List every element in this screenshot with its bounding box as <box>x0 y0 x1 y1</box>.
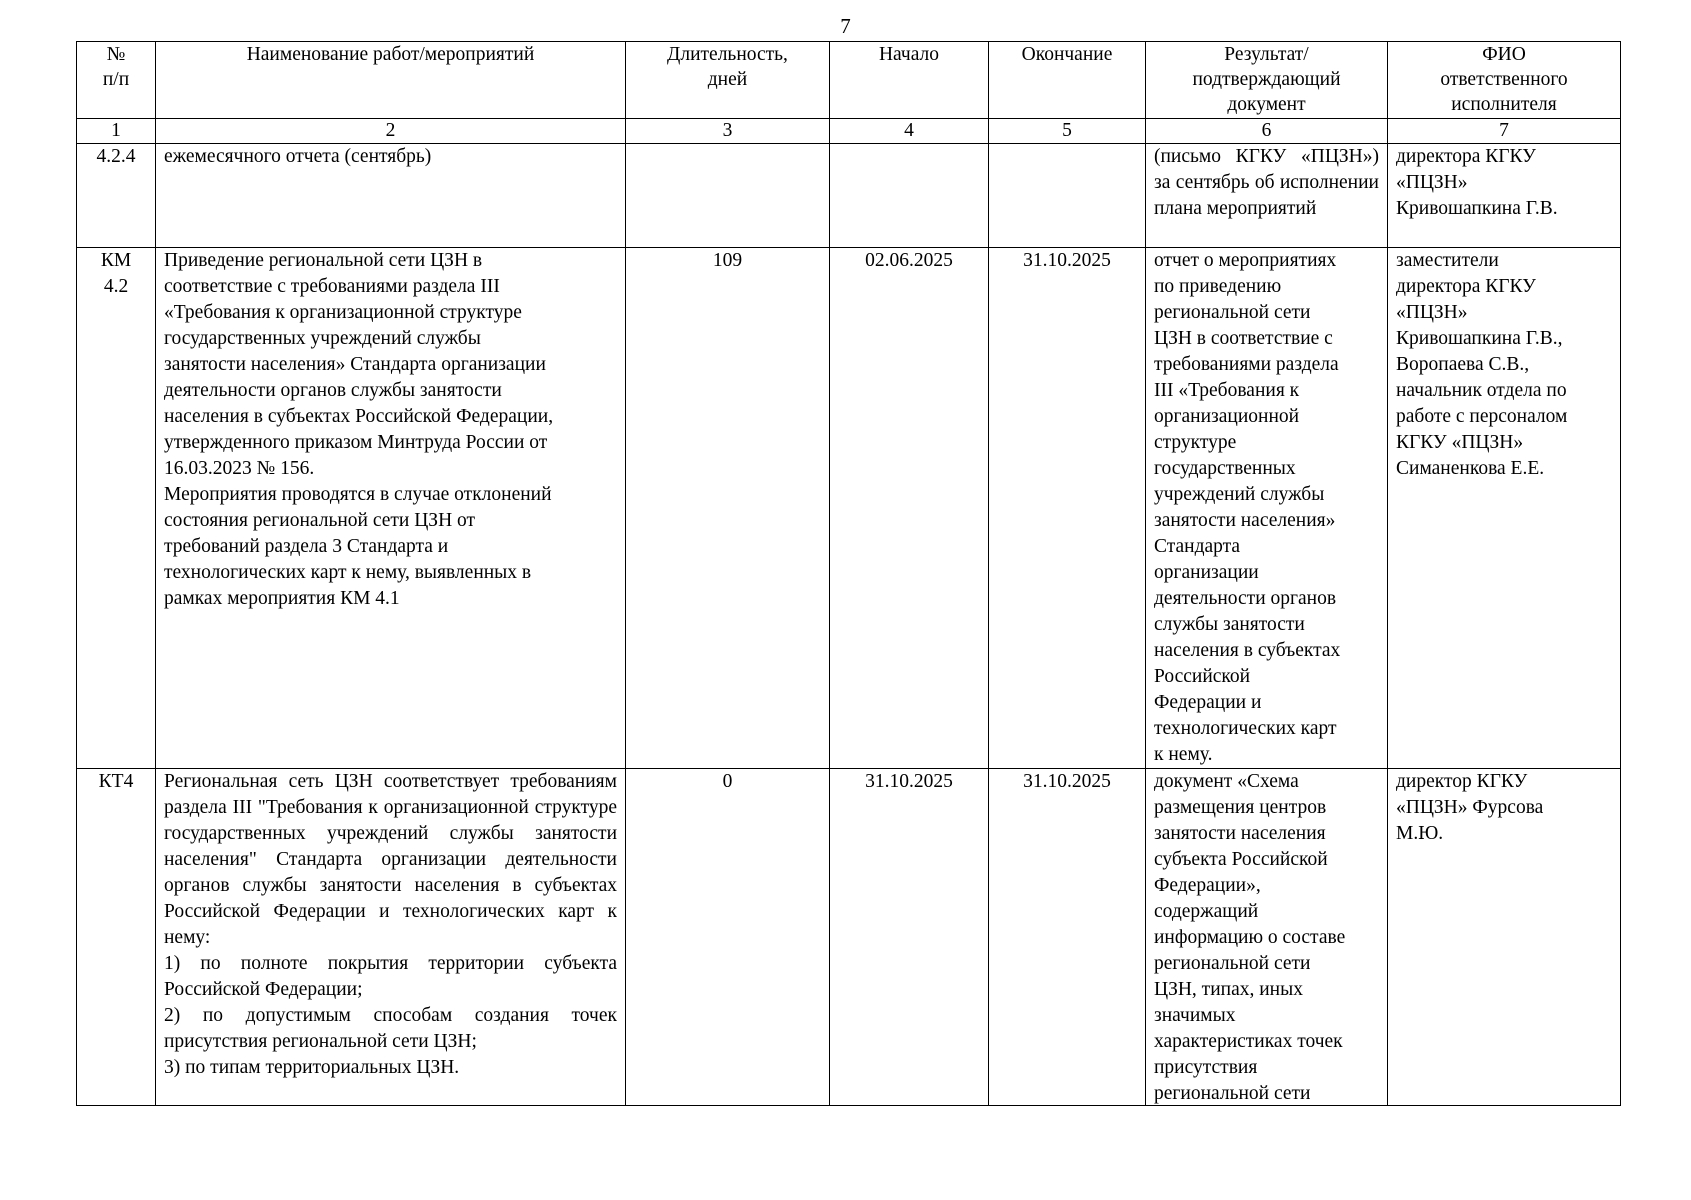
row-name: ежемесячного отчета (сентябрь) <box>156 144 626 248</box>
header-num: № п/п <box>77 42 156 119</box>
table-row <box>77 769 1621 1106</box>
row-duration: 109 <box>626 248 830 769</box>
column-number: 4 <box>830 119 989 144</box>
row-start: 02.06.2025 <box>830 248 989 769</box>
column-number: 6 <box>1146 119 1388 144</box>
row-name: Региональная сеть ЦЗН соответствует требованиям раздела III "Требования к организационной структуре государственных учреждений службы занятости населения" Стандарта организации деятельности органов службы занятости населения в субъектах Российской Федерации и технологических карт к нему: 1) по полноте покрытия территории субъекта Российской Федерации; 2) по допустимым способам создания точек присутствия региональной сети ЦЗН; 3) по типам территориальных ЦЗН. <box>156 769 626 1106</box>
row-end: 31.10.2025 <box>989 769 1146 1106</box>
row-responsible: директор КГКУ «ПЦЗН» Фурсова М.Ю. <box>1388 769 1621 1106</box>
activities-table <box>76 41 1621 1106</box>
row-result: (письмо КГКУ «ПЦЗН») за сентябрь об исполнении плана мероприятий <box>1146 144 1388 248</box>
header-duration: Длительность, дней <box>626 42 830 119</box>
row-responsible: директора КГКУ «ПЦЗН» Кривошапкина Г.В. <box>1388 144 1621 248</box>
column-number-row <box>77 119 1621 144</box>
column-number: 5 <box>989 119 1146 144</box>
row-duration <box>626 144 830 248</box>
header-end: Окончание <box>989 42 1146 119</box>
row-name: Приведение региональной сети ЦЗН в соответствие с требованиями раздела III «Требования к организационной структуре государственных учреждений службы занятости населения» Стандарта организации деятельности органов службы занятости населения в субъектах Российской Федерации, утвержденного приказом Минтруда России от 16.03.2023 № 156. Мероприятия проводятся в случае отклонений состояния региональной сети ЦЗН от требований раздела 3 Стандарта и технологических карт к нему, выявленных в рамках мероприятия КМ 4.1 <box>156 248 626 769</box>
header-name: Наименование работ/мероприятий <box>156 42 626 119</box>
row-result: документ «Схема размещения центров занятости населения субъекта Российской Федерации», содержащий информацию о составе региональной сети ЦЗН, типах, иных значимых характеристиках точек присутствия региональной сети <box>1154 771 1346 1104</box>
row-end: 31.10.2025 <box>989 248 1146 769</box>
row-result-cell <box>1146 769 1388 1106</box>
row-responsible: заместители директора КГКУ «ПЦЗН» Кривошапкина Г.В., Воропаева С.В., начальник отдела по работе с персоналом КГКУ «ПЦЗН» Симаненкова Е.Е. <box>1388 248 1621 769</box>
row-end <box>989 144 1146 248</box>
header-result: Результат/ подтверждающий документ <box>1146 42 1388 119</box>
row-num: КТ4 <box>77 769 156 1106</box>
row-duration: 0 <box>626 769 830 1106</box>
row-start: 31.10.2025 <box>830 769 989 1106</box>
column-number: 3 <box>626 119 830 144</box>
row-num: КМ 4.2 <box>77 248 156 769</box>
table-row <box>77 248 1621 769</box>
table-row <box>77 144 1621 248</box>
row-start <box>830 144 989 248</box>
header-row <box>77 42 1621 119</box>
row-num: 4.2.4 <box>77 144 156 248</box>
column-number: 2 <box>156 119 626 144</box>
column-number: 1 <box>77 119 156 144</box>
header-start: Начало <box>830 42 989 119</box>
row-result: отчет о мероприятиях по приведению региональной сети ЦЗН в соответствие с требованиями раздела III «Требования к организационной структуре государственных учреждений службы занятости населения» Стандарта организации деятельности органов службы занятости населения в субъектах Российской Федерации и технологических карт к нему. <box>1146 248 1388 769</box>
header-responsible: ФИО ответственного исполнителя <box>1388 42 1621 119</box>
page-number: 7 <box>840 14 851 38</box>
column-number: 7 <box>1388 119 1621 144</box>
